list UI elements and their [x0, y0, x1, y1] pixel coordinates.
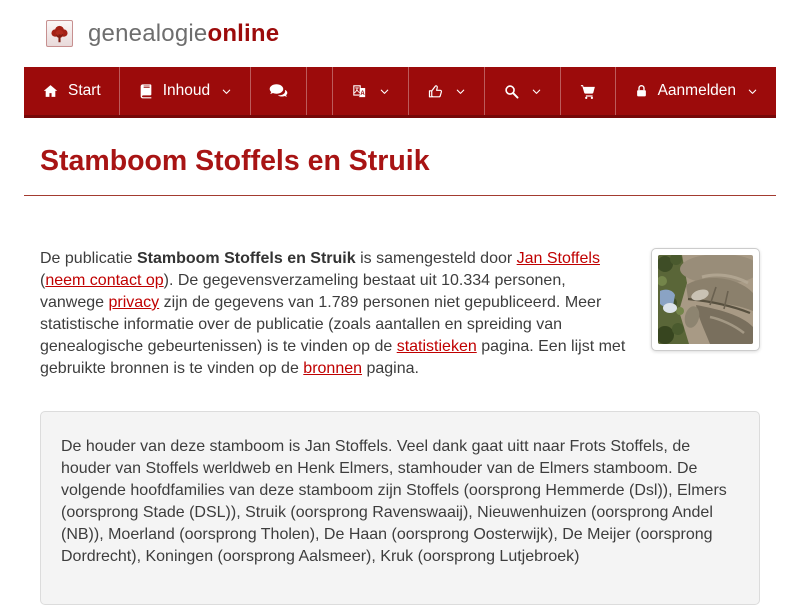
notice-text: De houder van deze stamboom is Jan Stoffels. Veel dank gaat uitt naar Frots Stoffels, de houder van Stoffels werldweb en Henk Elmers, stamhouder van de Elmers stamboom. De volgende hoofdfamilies van deze stamboom zijn Stoffels (oorsprong Hemmerde (Dsl)), Elmers (oorsprong Stade (DSL)), Struik (oorsprong Ravenswaaij), Nieuwenhuizen (oorsprong Andel (NB)), Moerland (oorsprong Tholen), De Haan (oorsprong Oosterwijk), De Meijer (oorsprong Dordrecht), Koningen (oorsprong Aalsmeer), Kruk (oorsprong Lutjebroek) — [61, 438, 727, 565]
link-neem-contact-op[interactable]: neem contact op — [45, 272, 164, 289]
nav-item-start[interactable] — [24, 67, 120, 115]
publication-name: Stamboom Stoffels en Struik — [136, 250, 356, 267]
intro-text: ). De gegevensverzameling bestaat uit 10.334 personen, vanwege — [40, 272, 566, 311]
tree-logo-icon — [46, 20, 73, 47]
link-privacy[interactable]: privacy — [108, 294, 160, 311]
book-icon — [138, 83, 154, 99]
intro-text: De publicatie — [40, 250, 137, 267]
intro-text: ( — [40, 272, 46, 289]
nav-item-login[interactable] — [615, 67, 776, 115]
intro-text: pagina. Een lijst met gebruikte bronnen is te vinden op de — [40, 338, 626, 377]
nav-item-search[interactable] — [484, 67, 560, 115]
main-content — [40, 248, 760, 605]
intro-text: is samengesteld door — [355, 250, 517, 267]
site-header — [0, 0, 800, 67]
nav-item-forum[interactable] — [251, 67, 307, 115]
nav-item-cart[interactable] — [560, 67, 615, 115]
nav-item-like[interactable] — [408, 67, 484, 115]
nav-spacer — [307, 67, 331, 115]
comments-icon — [269, 83, 288, 99]
nav-label-inhoud: Inhoud — [162, 82, 211, 99]
thumbs-up-icon — [427, 83, 444, 100]
cart-icon — [579, 83, 597, 100]
link-bronnen[interactable]: bronnen — [303, 360, 363, 377]
link-jan-stoffels[interactable]: Jan Stoffels — [516, 250, 600, 267]
nav-right-group — [332, 67, 776, 115]
chevron-down-icon — [455, 86, 466, 97]
chevron-down-icon — [747, 86, 758, 97]
site-logo[interactable] — [46, 20, 279, 48]
site-logo-text: genealogieonline — [88, 19, 280, 47]
lock-icon — [634, 83, 649, 99]
nav-item-language[interactable] — [332, 67, 408, 115]
page-title: Stamboom Stoffels en Struik — [40, 145, 430, 177]
main-navigation — [24, 67, 776, 118]
publication-photo[interactable] — [651, 248, 760, 351]
nav-left-group — [24, 67, 307, 115]
intro-text: zijn de gegevens van 1.789 personen niet gepubliceerd. Meer statistische informatie over de publicatie (zoals aantallen en spreiding van genealogische gebeurtenissen) is te vinden op de — [40, 294, 602, 355]
nav-item-inhoud[interactable] — [120, 67, 251, 115]
title-divider — [24, 195, 776, 196]
svg-text:A: A — [360, 90, 365, 97]
notice-box — [40, 411, 760, 605]
nav-label-aanmelden: Aanmelden — [657, 82, 736, 99]
intro-text: pagina. — [362, 360, 419, 377]
language-icon — [351, 83, 368, 100]
nav-label-start: Start — [68, 82, 101, 99]
chevron-down-icon — [221, 86, 232, 97]
link-statistieken[interactable]: statistieken — [396, 338, 477, 355]
chevron-down-icon — [531, 86, 542, 97]
home-icon — [42, 83, 59, 100]
chevron-down-icon — [379, 86, 390, 97]
search-icon — [503, 83, 520, 100]
